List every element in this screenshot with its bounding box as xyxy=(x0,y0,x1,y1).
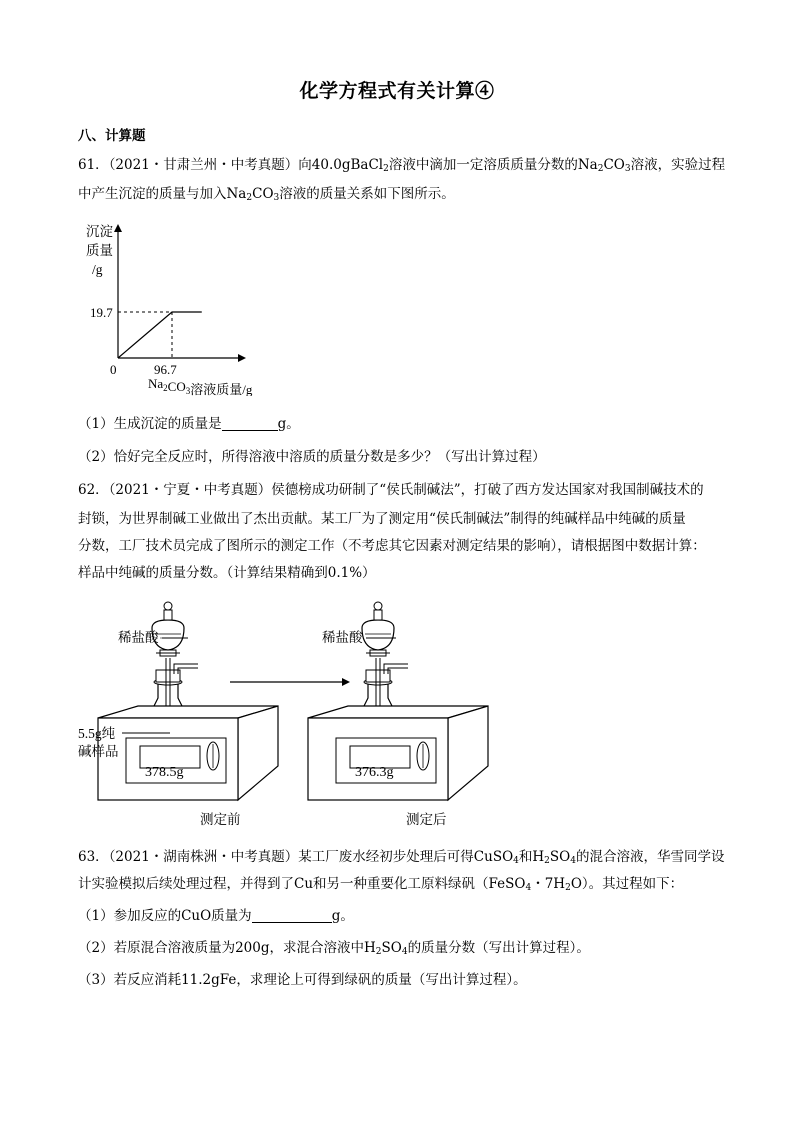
q63-answer-blank[interactable] xyxy=(252,908,332,923)
q63-sub2: （2）若原混合溶液质量为200g，求混合溶液中$H_2SO_4$的质量分数（写出计算过程）。 xyxy=(78,940,590,957)
q63-sub3: （3）若反应消耗11.2gFe，求理论上可得到绿矾的质量（写出计算过程）。 xyxy=(78,972,527,988)
origin-label: 0 xyxy=(110,362,117,377)
x-axis-arrow xyxy=(238,354,246,362)
acid-label-after: 稀盐酸 xyxy=(322,630,363,645)
before-caption: 测定前 xyxy=(200,812,241,827)
q63-stem-line2: 计实验模拟后续处理过程，并得到了Cu和另一种重要化工原料绿矾（FeSO$_4$・$7H_2O$）。其过程如下： xyxy=(78,876,684,893)
page-title: 化学方程式有关计算④ xyxy=(299,80,495,102)
y-tick-label: 19.7 xyxy=(90,305,113,320)
after-reading: 376.3g xyxy=(355,765,394,780)
q62-stem-line3: 分数，工厂技术员完成了图所示的测定工作（不考虑其它因素对测定结果的影响），请根据图中数据计算： xyxy=(78,538,706,554)
q61-number: 61． xyxy=(78,157,109,173)
y-axis-arrow xyxy=(114,224,122,232)
after-caption: 测定后 xyxy=(406,812,447,827)
q62-source: （2021・宁夏・中考真题） xyxy=(108,482,272,498)
q62-stem-line2: 封锁，为世界制碱工业做出了杰出贡献。某工厂为了测定用“侯氏制碱法”制得的纯碱样品中纯碱的质量 xyxy=(78,511,686,527)
acid-label-before: 稀盐酸 xyxy=(118,630,159,645)
q62-number: 62． xyxy=(78,482,109,498)
q61-chart xyxy=(78,216,298,396)
q61-stem-line2: 中产生沉淀的质量与加入$Na_2CO_3$溶液的质量关系如下图所示。 xyxy=(78,186,455,203)
sample-label-line1: 5.5g纯 xyxy=(78,726,116,741)
y-axis-label-line-3: /g xyxy=(92,262,103,277)
q61-stem-line1: 61．（2021・甘肃兰州・中考真题）向40.0gBaCl$_2$溶液中滴加一定溶质质量分数的$Na_2CO_3$溶液，实验过程 xyxy=(78,157,726,174)
series-line xyxy=(118,312,202,358)
q62-stem-line1: 62．（2021・宁夏・中考真题）侯德榜成功研制了“侯氏制碱法”，打破了西方发达国家对我国制碱技术的 xyxy=(78,482,704,498)
y-axis-label-line-1: 沉淀 xyxy=(86,224,113,239)
q61-source: （2021・甘肃兰州・中考真题） xyxy=(108,157,299,173)
q63-stem-line1: 63．（2021・湖南株洲・中考真题）某工厂废水经初步处理后可得CuSO$_4$和$H_2SO_4$的混合溶液，华雪同学设 xyxy=(78,849,725,866)
section-heading: 八、计算题 xyxy=(78,128,146,144)
q63-sub1: （1）参加反应的CuO质量为 g。 xyxy=(78,908,354,924)
sample-label-line2: 碱样品 xyxy=(78,744,119,759)
q62-figure xyxy=(78,598,498,834)
q61-answer-blank[interactable] xyxy=(222,416,278,431)
before-reading: 378.5g xyxy=(145,765,184,780)
q63-source: （2021・湖南株洲・中考真题） xyxy=(108,849,299,865)
y-axis-label-line-2: 质量 xyxy=(86,243,113,258)
q62-stem-line4: 样品中纯碱的质量分数。（计算结果精确到0.1%） xyxy=(78,565,376,581)
x-tick-label: 96.7 xyxy=(154,362,177,377)
q61-sub1: （1）生成沉淀的质量是 g。 xyxy=(78,416,300,432)
q63-number: 63． xyxy=(78,849,109,865)
x-axis-label: $Na_2CO_3$溶液质量/g xyxy=(148,376,253,396)
q61-sub2: （2）恰好完全反应时，所得溶液中溶质的质量分数是多少？（写出计算过程） xyxy=(78,449,546,465)
